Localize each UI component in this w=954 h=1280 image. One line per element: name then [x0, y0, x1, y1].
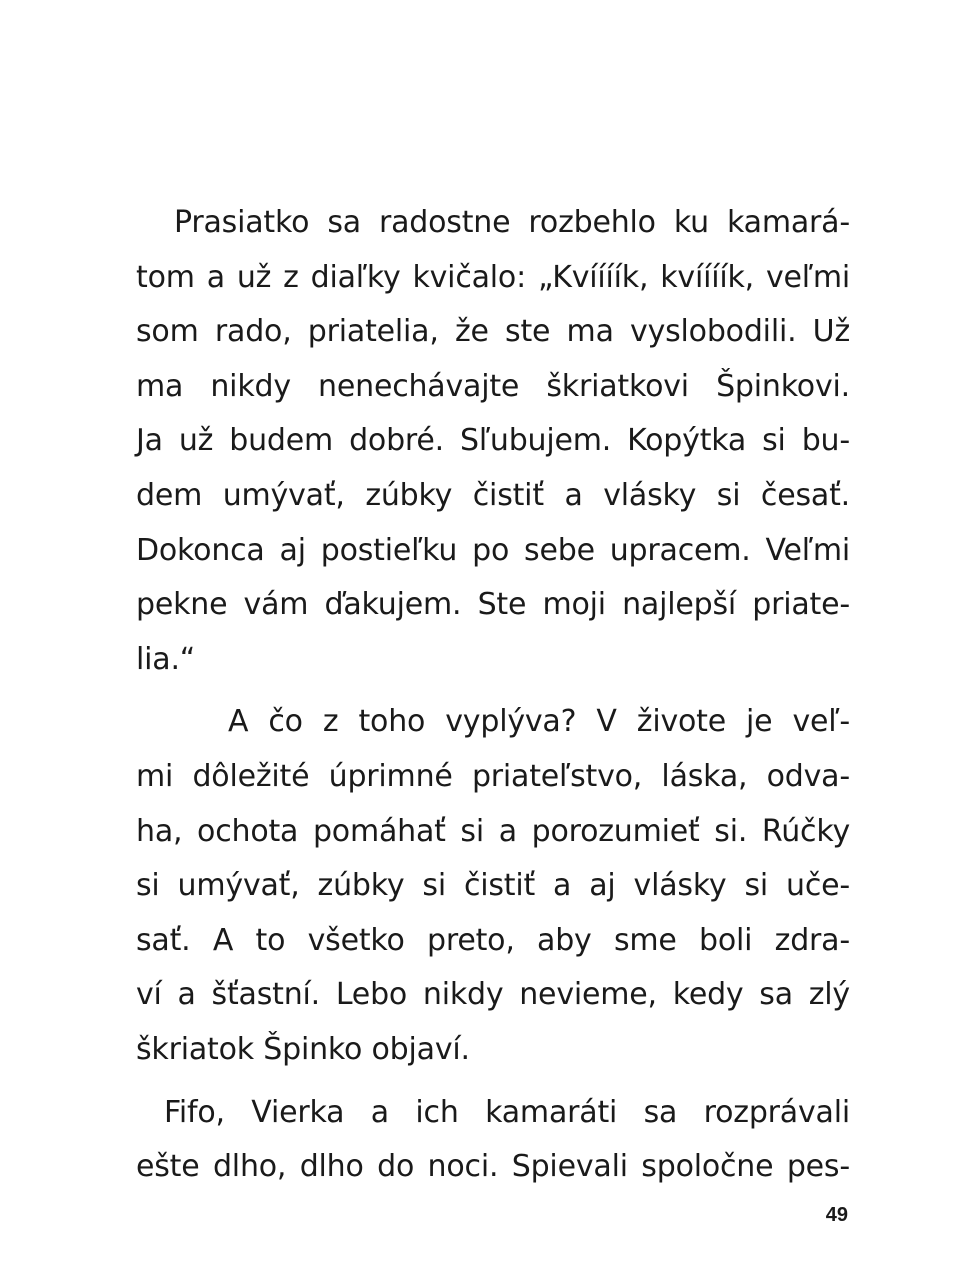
text-line: škriatok Špinko objaví.: [136, 1031, 470, 1067]
paragraph-2: [136, 695, 850, 1077]
text-line: A čo z toho vyplýva? V živote je veľ-: [228, 704, 850, 740]
paragraph-1: [136, 196, 850, 687]
text-line: ha, ochota pomáhať si a porozumieť si. Rúčky: [136, 813, 850, 849]
paragraph-3: [136, 1086, 850, 1195]
text-line: mi dôležité úprimné priateľstvo, láska, odva-: [136, 758, 850, 794]
body-text: [136, 196, 850, 1195]
text-line: lia.“: [136, 641, 196, 677]
text-line: Fifo, Vierka a ich kamaráti sa rozprávali: [164, 1094, 850, 1130]
text-line: Dokonca aj postieľku po sebe upracem. Veľmi: [136, 532, 850, 568]
text-line: tom a už z diaľky kvičalo: „Kvíííík, kvíííík, veľmi: [136, 259, 850, 295]
text-line: ešte dlho, dlho do noci. Spievali spoločne pes-: [136, 1149, 850, 1185]
text-line: sať. A to všetko preto, aby sme boli zdra-: [136, 922, 850, 958]
text-line: pekne vám ďakujem. Ste moji najlepší priate-: [136, 587, 850, 623]
text-line: som rado, priatelia, že ste ma vyslobodili. Už: [136, 314, 850, 350]
text-line: ví a šťastní. Lebo nikdy nevieme, kedy sa zlý: [136, 977, 850, 1013]
text-line: Ja už budem dobré. Sľubujem. Kopýtka si bu-: [136, 423, 850, 459]
text-line: dem umývať, zúbky čistiť a vlásky si česať.: [136, 477, 850, 513]
text-line: Prasiatko sa radostne rozbehlo ku kamará-: [174, 205, 850, 240]
text-line: si umývať, zúbky si čistiť a aj vlásky si uče-: [136, 868, 850, 904]
text-line: ma nikdy nenechávajte škriatkovi Špinkovi.: [136, 368, 850, 404]
page-number: 49: [825, 1204, 848, 1226]
